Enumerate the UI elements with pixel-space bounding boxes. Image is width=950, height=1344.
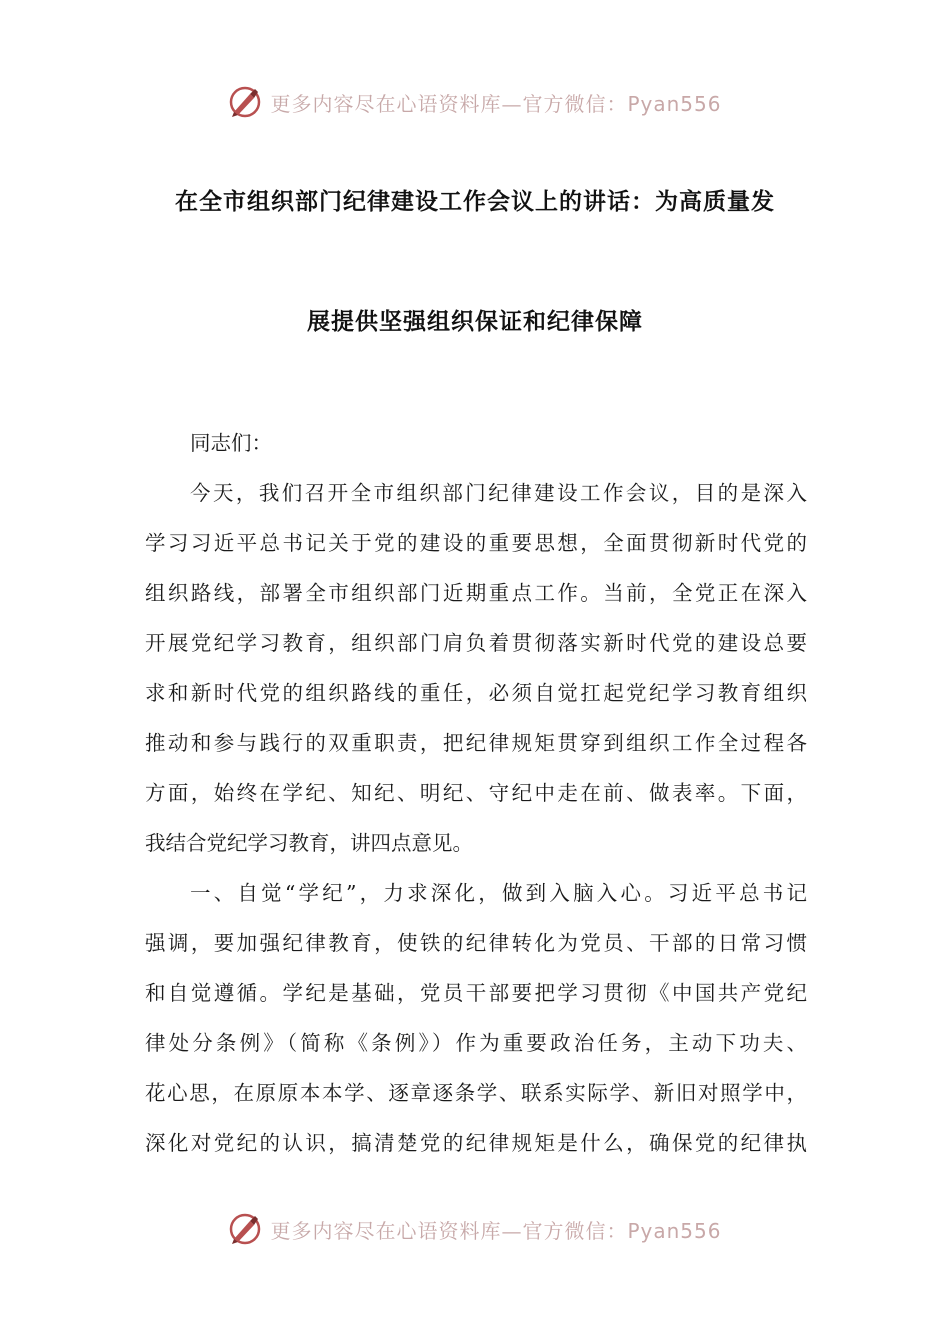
watermark-banner-bottom xyxy=(0,1209,950,1249)
body-line: 求和新时代党的组织路线的重任，必须自觉扛起党纪学习教育组织 xyxy=(145,681,807,705)
body-line: 我结合党纪学习教育，讲四点意见。 xyxy=(145,831,473,855)
watermark-banner-top xyxy=(0,82,950,122)
document-title-line-2: 展提供坚强组织保证和纪律保障 xyxy=(307,309,643,335)
body-line: 推动和参与践行的双重职责，把纪律规矩贯穿到组织工作全过程各 xyxy=(145,731,807,755)
body-line: 同志们： xyxy=(190,431,272,455)
pen-logo-icon xyxy=(228,85,262,119)
watermark-wechat-text: 官方微信：Pyan556 xyxy=(522,1218,722,1243)
body-line: 强调，要加强纪律教育，使铁的纪律转化为党员、干部的日常习惯 xyxy=(145,931,807,955)
body-line: 律处分条例》（简称《条例》）作为重要政治任务，主动下功夫、 xyxy=(145,1031,807,1055)
body-line: 今天，我们召开全市组织部门纪律建设工作会议，目的是深入 xyxy=(190,481,807,505)
body-line: 一、自觉“学纪”，力求深化，做到入脑入心。习近平总书记 xyxy=(190,881,807,905)
body-line: 学习习近平总书记关于党的建设的重要思想，全面贯彻新时代党的 xyxy=(145,531,807,555)
body-line: 方面，始终在学纪、知纪、明纪、守纪中走在前、做表率。下面， xyxy=(145,781,807,805)
body-line: 开展党纪学习教育，组织部门肩负着贯彻落实新时代党的建设总要 xyxy=(145,631,807,655)
watermark-site-text: 更多内容尽在心语资料库— xyxy=(270,91,523,116)
watermark-text xyxy=(270,1215,721,1244)
body-line: 组织路线，部署全市组织部门近期重点工作。当前，全党正在深入 xyxy=(145,581,807,605)
body-line: 和自觉遵循。学纪是基础，党员干部要把学习贯彻《中国共产党纪 xyxy=(145,981,807,1005)
watermark-site-text: 更多内容尽在心语资料库— xyxy=(270,1218,523,1243)
document-body xyxy=(145,418,807,1168)
body-line: 深化对党纪的认识，搞清楚党的纪律规矩是什么，确保党的纪律执 xyxy=(145,1131,807,1155)
watermark-text xyxy=(270,88,721,117)
watermark-wechat-text: 官方微信：Pyan556 xyxy=(522,91,722,116)
document-title-line-1: 在全市组织部门纪律建设工作会议上的讲话：为高质量发 xyxy=(175,189,775,215)
body-line: 花心思，在原原本本学、逐章逐条学、联系实际学、新旧对照学中， xyxy=(145,1081,807,1105)
pen-logo-icon xyxy=(228,1212,262,1246)
